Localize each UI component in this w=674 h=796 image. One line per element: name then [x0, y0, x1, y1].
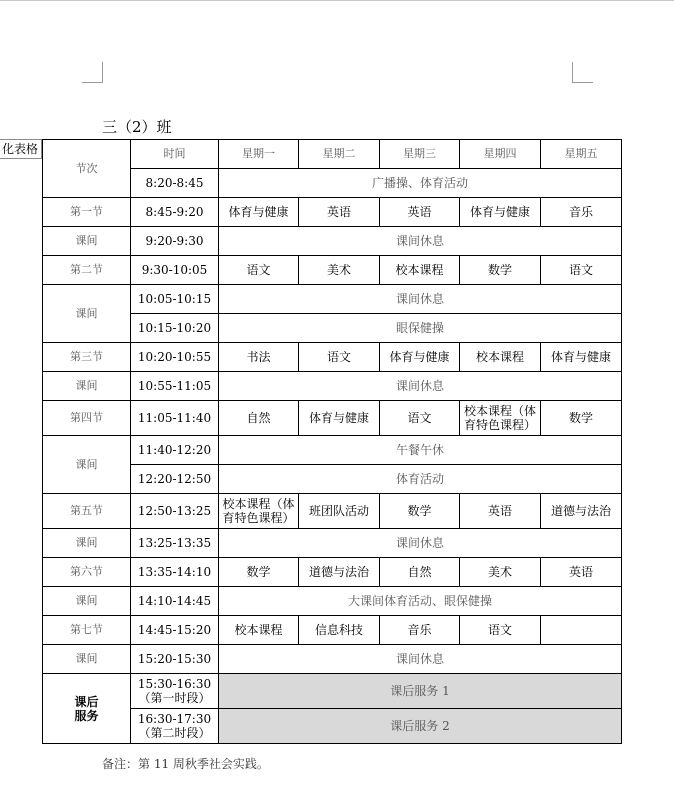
- time-range: 16:30-17:30: [137, 712, 212, 726]
- subject-cell: 美术: [299, 256, 380, 285]
- period-label: 第四节: [43, 401, 131, 436]
- header-day: 星期五: [541, 140, 622, 169]
- period-label: 第七节: [43, 616, 131, 645]
- table-row: [43, 343, 622, 372]
- after-school-service-cell: 课后服务 2: [219, 709, 622, 744]
- table-row: [43, 436, 622, 465]
- subject-cell: 语文: [380, 401, 460, 436]
- header-day: 星期二: [299, 140, 380, 169]
- activity-cell: 课间休息: [219, 529, 622, 558]
- table-row: [43, 227, 622, 256]
- time-cell: 11:05-11:40: [131, 401, 219, 436]
- time-cell: 8:20-8:45: [131, 169, 219, 198]
- time-cell: 14:10-14:45: [131, 587, 219, 616]
- subject-cell: 体育与健康: [380, 343, 460, 372]
- subject-cell: 英语: [460, 494, 541, 529]
- table-row: [43, 674, 622, 709]
- table-row: [43, 285, 622, 314]
- activity-cell: 眼保健操: [219, 314, 622, 343]
- subject-cell: 音乐: [541, 198, 622, 227]
- subject-cell: 书法: [219, 343, 299, 372]
- subject-cell: 音乐: [380, 616, 460, 645]
- table-row: [43, 198, 622, 227]
- period-label: 课间: [43, 529, 131, 558]
- time-note: （第一时段）: [138, 691, 211, 705]
- period-label: 课间: [43, 436, 131, 494]
- time-cell: 10:55-11:05: [131, 372, 219, 401]
- margin-corner-left: [82, 62, 103, 83]
- subject-cell: 信息科技: [299, 616, 380, 645]
- period-label: 第六节: [43, 558, 131, 587]
- time-cell: 9:30-10:05: [131, 256, 219, 285]
- subject-cell: 语文: [460, 616, 541, 645]
- subject-cell: 自然: [219, 401, 299, 436]
- subject-cell: 班团队活动: [299, 494, 380, 529]
- header-day: 星期四: [460, 140, 541, 169]
- time-cell: 13:35-14:10: [131, 558, 219, 587]
- subject-cell: 校本课程: [219, 616, 299, 645]
- subject-cell: [541, 616, 622, 645]
- after-school-label-line: 课后: [74, 694, 99, 709]
- time-cell: 12:50-13:25: [131, 494, 219, 529]
- header-day: 星期一: [219, 140, 299, 169]
- period-label: 第二节: [43, 256, 131, 285]
- subject-cell: 英语: [541, 558, 622, 587]
- period-label: 课间: [43, 227, 131, 256]
- period-label: 第五节: [43, 494, 131, 529]
- header-slot: 节次: [43, 140, 131, 198]
- activity-cell: 课间休息: [219, 227, 622, 256]
- subject-cell: 数学: [219, 558, 299, 587]
- table-row: [43, 401, 622, 436]
- period-label: 第一节: [43, 198, 131, 227]
- time-range: 15:30-16:30: [137, 677, 212, 691]
- header-row: [43, 140, 622, 169]
- after-school-service-cell: 课后服务 1: [219, 674, 622, 709]
- subject-cell: 数学: [541, 401, 622, 436]
- time-cell: 13:25-13:35: [131, 529, 219, 558]
- subject-cell: 美术: [460, 558, 541, 587]
- subject-cell: 校本课程（体育特色课程）: [219, 494, 299, 529]
- table-row: [43, 529, 622, 558]
- activity-cell: 课间休息: [219, 285, 622, 314]
- subject-cell: 校本课程: [460, 343, 541, 372]
- period-label: 课间: [43, 587, 131, 616]
- subject-cell: 校本课程（体育特色课程）: [460, 401, 541, 436]
- table-row: [43, 494, 622, 529]
- period-label: 第三节: [43, 343, 131, 372]
- subject-cell: 语文: [541, 256, 622, 285]
- subject-cell: 数学: [460, 256, 541, 285]
- time-cell: 14:45-15:20: [131, 616, 219, 645]
- subject-cell: 语文: [299, 343, 380, 372]
- table-row: [43, 256, 622, 285]
- time-cell: 15:20-15:30: [131, 645, 219, 674]
- subject-cell: 英语: [380, 198, 460, 227]
- activity-cell: 体育活动: [219, 465, 622, 494]
- after-school-label-line: 服务: [74, 708, 99, 723]
- activity-cell: 广播操、体育活动: [219, 169, 622, 198]
- table-row: [43, 645, 622, 674]
- time-cell: 12:20-12:50: [131, 465, 219, 494]
- time-cell: 11:40-12:20: [131, 436, 219, 465]
- subject-cell: 英语: [299, 198, 380, 227]
- subject-cell: 道德与法治: [299, 558, 380, 587]
- activity-cell: 课间休息: [219, 645, 622, 674]
- table-row: [43, 587, 622, 616]
- margin-corner-right: [572, 62, 593, 83]
- subject-cell: 体育与健康: [541, 343, 622, 372]
- time-cell: 8:45-9:20: [131, 198, 219, 227]
- after-school-label: [43, 674, 131, 744]
- table-row: [43, 616, 622, 645]
- subject-cell: 自然: [380, 558, 460, 587]
- period-label: 课间: [43, 372, 131, 401]
- schedule-table: [42, 139, 622, 744]
- time-cell: 10:15-10:20: [131, 314, 219, 343]
- table-row: [43, 558, 622, 587]
- class-title: 三（2）班: [102, 118, 172, 136]
- period-label: 课间: [43, 285, 131, 343]
- time-cell: [131, 674, 219, 709]
- time-note: （第二时段）: [138, 726, 211, 740]
- time-cell: 9:20-9:30: [131, 227, 219, 256]
- subject-cell: 体育与健康: [299, 401, 380, 436]
- activity-cell: 午餐午休: [219, 436, 622, 465]
- subject-cell: 体育与健康: [219, 198, 299, 227]
- activity-cell: 大课间体育活动、眼保健操: [219, 587, 622, 616]
- subject-cell: 体育与健康: [460, 198, 541, 227]
- header-time: 时间: [131, 140, 219, 169]
- time-cell: 10:05-10:15: [131, 285, 219, 314]
- header-day: 星期三: [380, 140, 460, 169]
- subject-cell: 数学: [380, 494, 460, 529]
- activity-cell: 课间休息: [219, 372, 622, 401]
- page-top-rule: [0, 0, 674, 1]
- time-cell: 10:20-10:55: [131, 343, 219, 372]
- side-tag[interactable]: 化表格: [0, 139, 42, 159]
- time-cell: [131, 709, 219, 744]
- period-label: 课间: [43, 645, 131, 674]
- subject-cell: 语文: [219, 256, 299, 285]
- footnote: 备注：第 11 周秋季社会实践。: [102, 757, 269, 771]
- subject-cell: 道德与法治: [541, 494, 622, 529]
- subject-cell: 校本课程: [380, 256, 460, 285]
- table-row: [43, 372, 622, 401]
